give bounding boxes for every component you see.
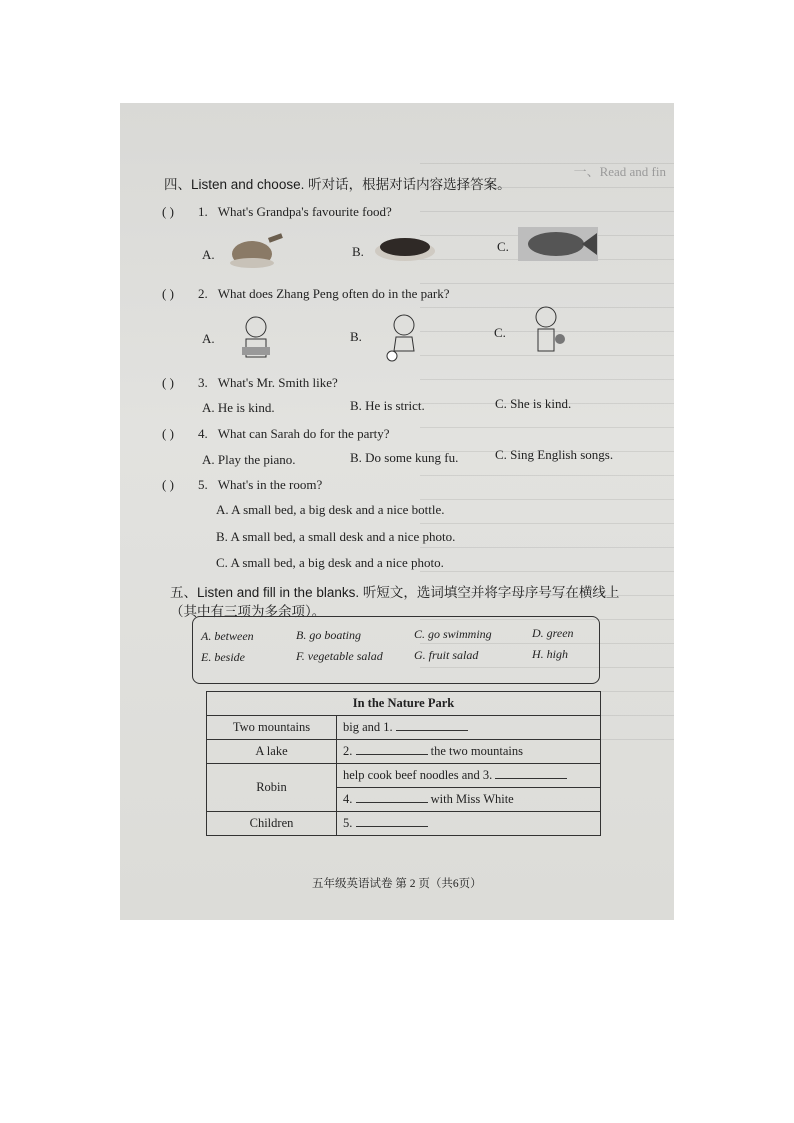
answer-paren[interactable]: ( ) [162, 426, 174, 441]
row-cell: 2. the two mountains [337, 740, 601, 764]
option-a: A. [202, 331, 215, 346]
choice-a: A. between [201, 629, 254, 643]
choice-f: F. vegetable salad [296, 649, 383, 663]
choice-d: D. green [532, 626, 574, 640]
table-row [207, 812, 601, 836]
football-boy-icon [384, 313, 424, 363]
option-c: C. A small bed, a big desk and a nice photo. [216, 555, 444, 570]
exam-page [120, 103, 674, 920]
fish-icon [518, 227, 598, 261]
option-b: B. Do some kung fu. [350, 450, 459, 465]
question-number: 4. [198, 426, 208, 441]
row-cell: 5. [337, 812, 601, 836]
row-label: Children [207, 812, 337, 836]
section5-heading: 五、Listen and fill in the blanks. 听短文，选词填空并将字母序号写在横线上（其中有三项为多余项）。 [170, 585, 620, 619]
answer-paren[interactable]: ( ) [162, 204, 174, 219]
row-label: Two mountains [207, 716, 337, 740]
question-4 [162, 426, 390, 442]
option-c: C. [494, 325, 506, 340]
answer-blank[interactable] [356, 816, 428, 827]
option-c: C. [497, 239, 509, 254]
question-text: What's Grandpa's favourite food? [217, 204, 392, 219]
question-text: What's in the room? [217, 477, 323, 492]
nature-park-table [206, 691, 601, 836]
question-number: 1. [198, 204, 208, 219]
option-b: B. [350, 329, 362, 344]
table-row [207, 716, 601, 740]
question-1 [162, 204, 392, 220]
question-number: 5. [198, 477, 208, 492]
word-bank [192, 616, 600, 684]
option-a: A. Play the piano. [202, 452, 296, 467]
row-cell: big and 1. [337, 716, 601, 740]
table-row [207, 740, 601, 764]
question-number: 2. [198, 286, 208, 301]
answer-paren[interactable]: ( ) [162, 286, 174, 301]
choice-g: G. fruit salad [414, 648, 479, 662]
row-cell: 4. with Miss White [337, 788, 601, 812]
question-3 [162, 375, 338, 391]
answer-blank[interactable] [396, 720, 468, 731]
answer-paren[interactable]: ( ) [162, 375, 174, 390]
question-2 [162, 286, 450, 302]
question-text: What does Zhang Peng often do in the park? [217, 286, 450, 301]
question-text: What can Sarah do for the party? [217, 426, 390, 441]
option-a: A. A small bed, a big desk and a nice bottle. [216, 502, 445, 517]
choice-b: B. go boating [296, 628, 361, 642]
option-a: A. [202, 247, 215, 262]
answer-blank[interactable] [495, 768, 567, 779]
option-a: A. He is kind. [202, 400, 275, 415]
row-label: A lake [207, 740, 337, 764]
option-b: B. [352, 244, 364, 259]
section4-heading: 四、Listen and choose. 听对话，根据对话内容选择答案。 [164, 177, 511, 192]
choice-e: E. beside [201, 650, 245, 664]
reading-boy-icon [238, 315, 274, 363]
bleed-through-heading: 一、Read and fin [573, 164, 666, 179]
option-c: C. Sing English songs. [495, 447, 614, 462]
table-row [207, 764, 601, 788]
row-label: Robin [207, 764, 337, 812]
roast-chicken-icon [228, 230, 286, 270]
question-5 [162, 477, 322, 493]
answer-paren[interactable]: ( ) [162, 477, 174, 492]
option-b: B. A small bed, a small desk and a nice photo. [216, 529, 456, 544]
basketball-boy-icon [528, 305, 566, 357]
answer-blank[interactable] [356, 792, 428, 803]
choice-c: C. go swimming [414, 627, 492, 641]
option-c: C. She is kind. [495, 396, 572, 411]
choice-h: H. high [532, 647, 568, 661]
answer-blank[interactable] [356, 744, 428, 755]
row-cell: help cook beef noodles and 3. [337, 764, 601, 788]
question-number: 3. [198, 375, 208, 390]
table-title: In the Nature Park [207, 692, 601, 716]
steak-icon [374, 233, 436, 263]
page-footer: 五年级英语试卷 第 2 页（共6页） [312, 878, 482, 890]
question-text: What's Mr. Smith like? [217, 375, 338, 390]
option-b: B. He is strict. [350, 398, 425, 413]
